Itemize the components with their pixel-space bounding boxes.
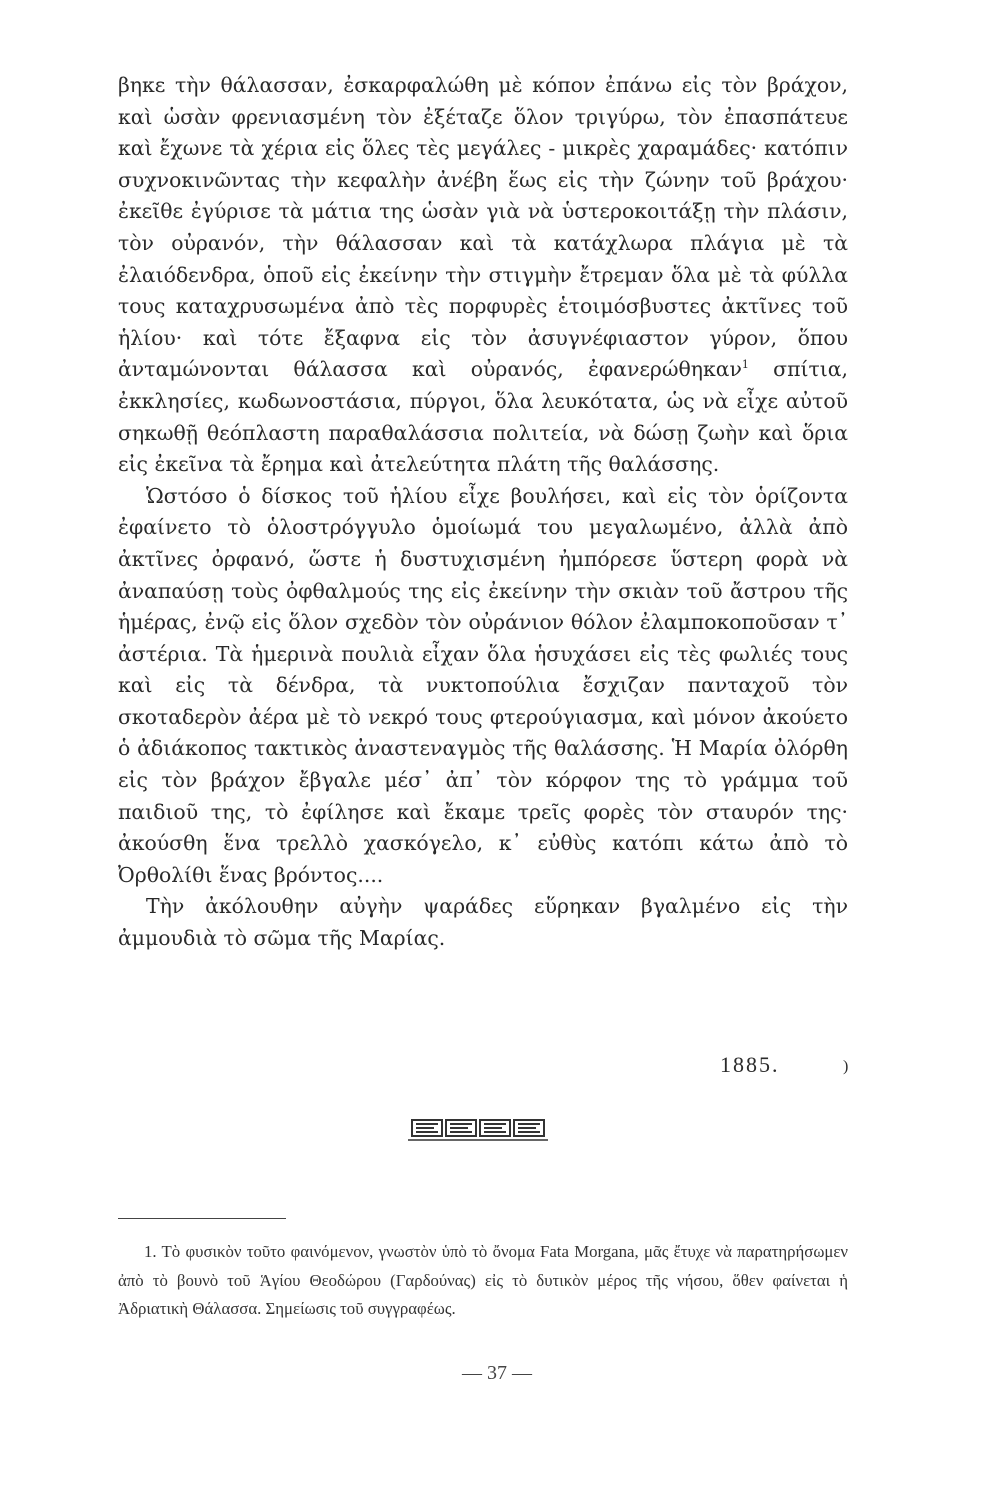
- main-text: [118, 70, 848, 955]
- stray-mark: ): [843, 1058, 849, 1075]
- paragraph-1-text-a: βηκε τὴν θάλασσαν, ἐσκαρφαλώθη μὲ κόπον ἐπάνω εἰς τὸν βράχον, καὶ ὡσὰν φρενιασμένη τὸν ἐξέταζε ὅλον τριγύρω, τὸν ἐπασπάτευε καὶ ἔχωνε τὰ χέρια εἰς ὅλες τὲς μεγάλες - μικρὲς χαραμάδες· κατόπιν συχνοκινῶντας τὴν κεφαλὴν ἀνέβη ἕως εἰς τὴν ζώνην τοῦ βράχου· ἐκεῖθε ἐγύρισε τὰ μάτια της ὡσὰν γιὰ νὰ ὑστεροκοιτάξῃ τὴν πλάσιν, τὸν οὐρανόν, τὴν θάλασσαν καὶ τὰ κατάχλωρα πλάγια μὲ τὰ ἐλαιόδενδρα, ὁποῦ εἰς ἐκείνην τὴν στιγμὴν ἔτρεμαν ὅλα μὲ τὰ φύλλα τους καταχρυσωμένα ἀπὸ τὲς πορφυρὲς ἑτοιμόσβυστες ἀκτῖνες τοῦ ἡλίου· καὶ τότε ἔξαφνα εἰς τὸν ἀσυγνέφιαστον γύρον, ὅπου ἀνταμώνονται θάλασσα καὶ οὐρανός, ἐφανερώθηκαν: [118, 73, 848, 382]
- footnote-divider: [118, 1218, 286, 1219]
- paragraph-2: Ὡστόσο ὁ δίσκος τοῦ ἡλίου εἶχε βουλήσει, καὶ εἰς τὸν ὁρίζοντα ἐφαίνετο τὸ ὁλοστρόγγυλο ὁμοίωμά του μεγαλωμένο, ἀλλὰ ἀπὸ ἀκτῖνες ὀρφανό, ὥστε ἡ δυστυχισμένη ἠμπόρεσε ὕστερη φορὰ νὰ ἀναπαύσῃ τοὺς ὀφθαλμούς της εἰς ἐκείνην τὴν σκιὰν τοῦ ἄστρου τῆς ἡμέρας, ἐνῷ εἰς ὅλον σχεδὸν τὸν οὐράνιον θόλον ἐλαμποκοποῦσαν τ᾽ ἀστέρια. Τὰ ἡμερινὰ πουλιὰ εἶχαν ὅλα ἡσυχάσει εἰς τὲς φωλιές τους καὶ εἰς τὰ δένδρα, τὰ νυκτοπούλια ἔσχιζαν πανταχοῦ τὸν σκοταδερὸν ἀέρα μὲ τὸ νεκρό τους φτερούγιασμα, καὶ μόνον ἀκούετο ὁ ἀδιάκοπος τακτικὸς ἀναστεναγμὸς τῆς θαλάσσης. Ἡ Μαρία ὀλόρθη εἰς τὸν βράχον ἔβγαλε μέσ᾽ ἀπ᾽ τὸν κόρφον της τὸ γράμμα τοῦ παιδιοῦ της, τὸ ἐφίλησε καὶ ἔκαμε τρεῖς φορὲς τὸν σταυρόν της· ἀκούσθη ἕνα τρελλὸ χασκόγελο, κ᾽ εὐθὺς κατόπι κάτω ἀπὸ τὸ Ὀρθολίθι ἕνας βρόντος....: [118, 483, 848, 887]
- ornamental-divider-icon: [408, 1114, 548, 1144]
- footnote-text: 1. Τὸ φυσικὸν τοῦτο φαινόμενον, γνωστὸν ὑπὸ τὸ ὄνομα Fata Morgana, μᾶς ἔτυχε νὰ παρατηρήσωμεν ἀπὸ τὸ βουνὸ τοῦ Ἁγίου Θεοδώρου (Γαρδούνας) εἰς τὸ δυτικὸν μέρος τῆς νήσου, ὅθεν φαίνεται ἡ Ἀδριατικὴ Θάλασσα. Σημείωσις τοῦ συγγραφέως.: [118, 1242, 848, 1318]
- page-number: — 37 —: [462, 1362, 532, 1384]
- date-line: 1885.: [720, 1052, 780, 1077]
- paragraph-1: [118, 70, 848, 481]
- paragraph-1-text-b: σπίτια, ἐκκλησίες, κωδωνοστάσια, πύργοι, ὅλα λευκότατα, ὡς νὰ εἶχε αὐτοῦ σηκωθῇ θεόπλαστη παραθαλάσσια πολιτεία, νὰ δώσῃ ζωὴν καὶ ὅρια εἰς ἐκεῖνα τὰ ἔρημα καὶ ἀτελεύτητα πλάτη τῆς θαλάσσης.: [118, 357, 848, 477]
- paragraph-3: Τὴν ἀκόλουθην αὐγὴν ψαράδες εὕρηκαν βγαλμένο εἰς τὴν ἀμμουδιὰ τὸ σῶμα τῆς Μαρίας.: [118, 894, 848, 951]
- footnote-reference: 1: [741, 358, 749, 372]
- footnote: [118, 1238, 848, 1324]
